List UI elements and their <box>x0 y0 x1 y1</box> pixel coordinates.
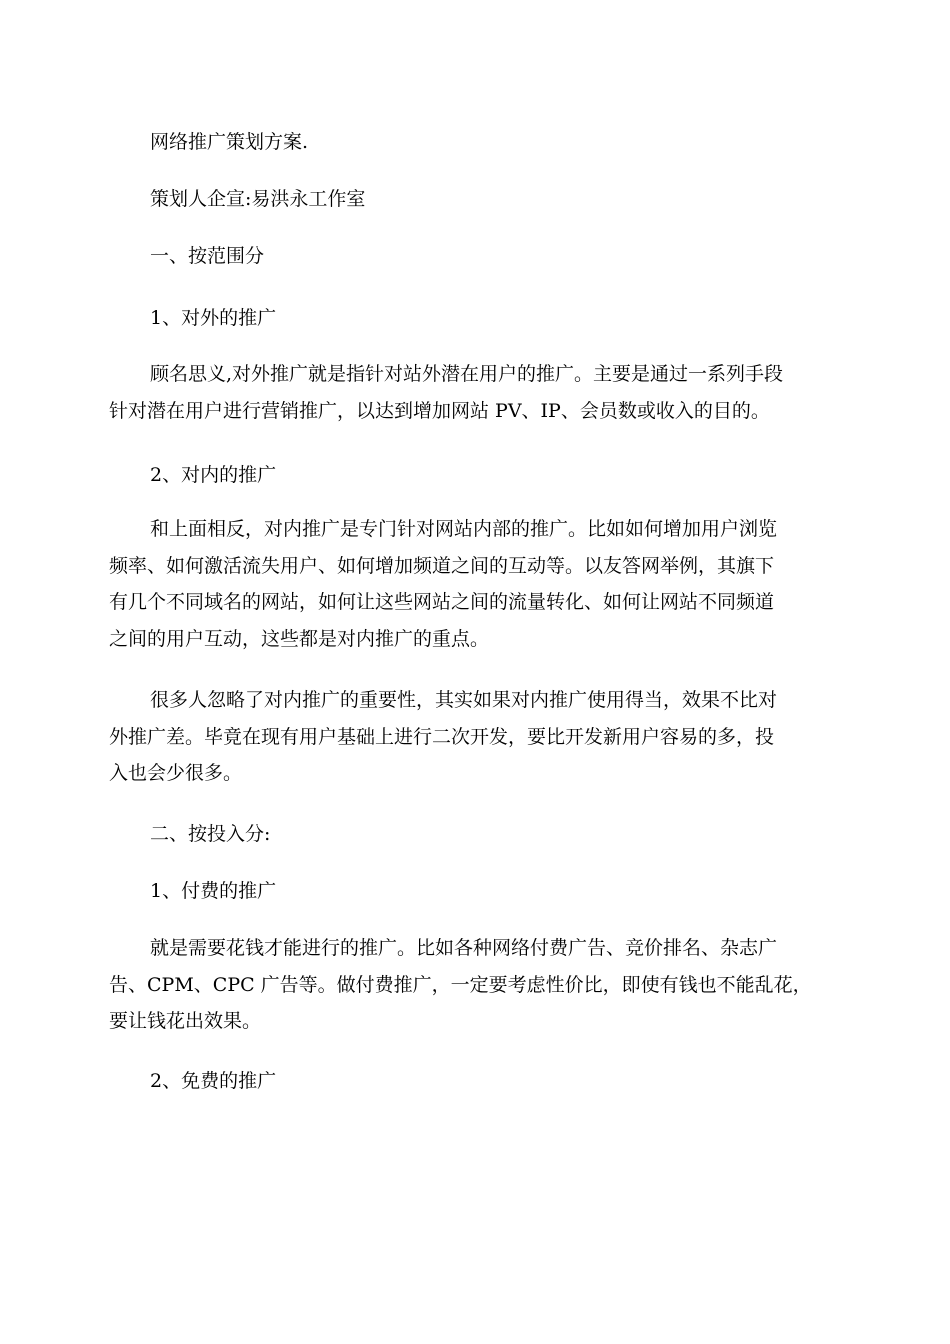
paragraph-line: 很多人忽略了对内推广的重要性，其实如果对内推广使用得当，效果不比对 <box>150 689 778 711</box>
paragraph-line: 之间的用户互动，这些都是对内推广的重点。 <box>109 627 490 650</box>
paragraph-line: 顾名思义,对外推广就是指针对站外潜在用户的推广。主要是通过一系列手段 <box>150 363 784 385</box>
paragraph-line: 要让钱花出效果。 <box>109 1010 262 1032</box>
paragraph-internal-importance <box>109 682 839 792</box>
section-heading-investment: 二、按投入分: <box>150 823 271 845</box>
paragraph-line: 入也会少很多。 <box>109 762 243 784</box>
paragraph-line: 有几个不同域名的网站，如何让这些网站之间的流量转化、如何让网站不同频道 <box>109 591 775 613</box>
paragraph-paid-promotion <box>109 930 839 1040</box>
paragraph-line: 外推广差。毕竟在现有用户基础上进行二次开发，要比开发新用户容易的多，投 <box>109 725 775 748</box>
paragraph-line: 针对潜在用户进行营销推广，以达到增加网站 PV、IP、会员数或收入的目的。 <box>109 399 770 422</box>
paragraph-internal-promotion <box>109 511 839 657</box>
subheading-external-promotion: 1、对外的推广 <box>150 307 277 329</box>
document-title: 网络推广策划方案. <box>150 131 309 153</box>
paragraph-line: 频率、如何激活流失用户、如何增加频道之间的互动等。以友答网举例，其旗下 <box>109 554 775 577</box>
subheading-paid-promotion: 1、付费的推广 <box>150 880 277 902</box>
planner-line: 策划人企宣:易洪永工作室 <box>150 188 366 210</box>
paragraph-line: 告、CPM、CPC 广告等。做付费推广，一定要考虑性价比，即使有钱也不能乱花， <box>109 973 812 996</box>
paragraph-external-promotion <box>109 356 839 429</box>
paragraph-line: 就是需要花钱才能进行的推广。比如各种网络付费广告、竞价排名、杂志广 <box>150 937 778 959</box>
section-heading-scope: 一、按范围分 <box>150 245 265 267</box>
subheading-internal-promotion: 2、对内的推广 <box>150 464 277 486</box>
subheading-free-promotion: 2、免费的推广 <box>150 1070 277 1092</box>
paragraph-line: 和上面相反，对内推广是专门针对网站内部的推广。比如如何增加用户浏览 <box>150 518 778 540</box>
